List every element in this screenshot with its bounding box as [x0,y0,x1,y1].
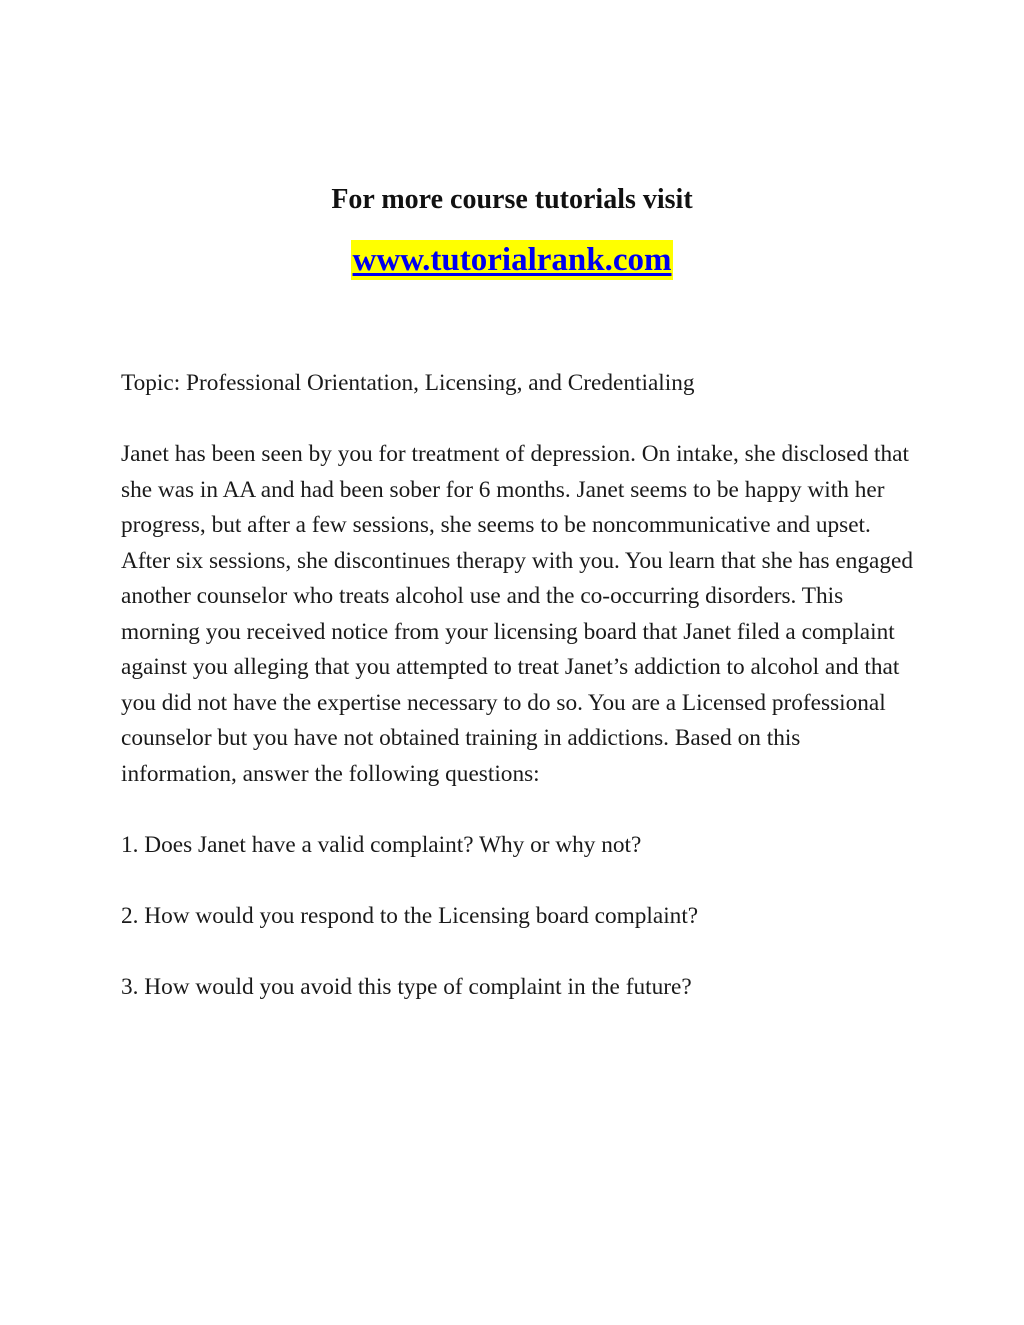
question-2: 2. How would you respond to the Licensing board complaint? [121,902,699,929]
question-3: 3. How would you avoid this type of complaint in the future? [121,973,692,1000]
case-paragraph: Janet has been seen by you for treatment of depression. On intake, she disclosed that she was in AA and had been sober for 6 months. Janet seems to be happy with her progress, but after a few sessions, she seems to be noncommunicative and upset. After six sessions, she discontinues therapy with you. You learn that she has engaged another counselor who treats alcohol use and the co-occurring disorders. This morning you received notice from your licensing board that Janet filed a complaint against you alleging that you attempted to treat Janet’s addiction to alcohol and that you did not have the expertise necessary to do so. You are a Licensed professional counselor but you have not obtained training in addictions. Based on this information, answer the following questions: [121,441,913,787]
header-link-container [0,240,1024,280]
question-1: 1. Does Janet have a valid complaint? Why or why not? [121,831,642,858]
header-title: For more course tutorials visit [331,184,693,215]
tutorial-site-link[interactable]: www.tutorialrank.com [352,242,672,278]
document-body [121,366,921,1041]
topic-line: Topic: Professional Orientation, Licensing, and Credentialing [121,370,695,396]
